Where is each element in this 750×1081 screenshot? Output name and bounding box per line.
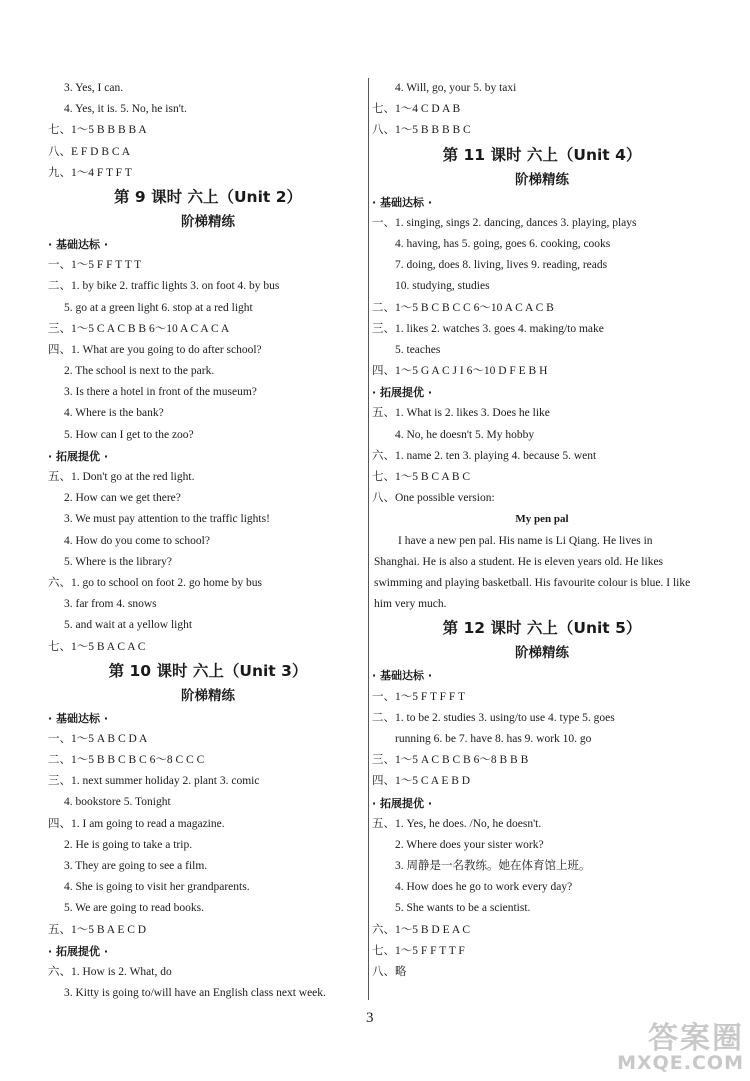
section-extension-label: · 拓展提优 ·	[372, 386, 433, 400]
answer-line: 五、1. Don't go at the red light.	[48, 471, 195, 483]
answer-line: 五、1. What is 2. likes 3. Does he like	[372, 407, 550, 420]
left-column	[48, 78, 368, 1004]
column-divider	[368, 78, 369, 1000]
answer-line: 三、1～5 A C B C B 6～8 B B B	[372, 754, 529, 767]
answer-line: 10. studying, studies	[395, 280, 490, 293]
composition-title: My pen pal	[515, 513, 569, 526]
answer-line: 四、1～5 G A C J I 6～10 D F E B H	[372, 365, 548, 378]
answer-line: 一、1～5 F F T T T	[48, 259, 142, 272]
answer-line: 八、1～5 B B B B C	[372, 124, 471, 137]
watermark-url: MXQE.COM	[617, 1052, 744, 1074]
answer-line: 5. She wants to be a scientist.	[395, 902, 531, 915]
answer-line: 二、1. by bike 2. traffic lights 3. on foot 4. by bus	[48, 280, 280, 293]
answer-line: 六、1～5 B D E A C	[372, 923, 471, 936]
answer-line: 4. having, has 5. going, goes 6. cooking, cooks	[395, 237, 611, 250]
answer-line: 5. We are going to read books.	[64, 902, 205, 915]
answer-line: 5. and wait at a yellow light	[64, 619, 193, 632]
answer-line: 一、1. singing, sings 2. dancing, dances 3. playing, plays	[372, 216, 637, 229]
answer-line: 二、1～5 B B C B C 6～8 C C C	[48, 754, 205, 767]
answer-line: 六、1. How is 2. What, do	[48, 965, 172, 978]
lesson-12-heading: 第 12 课时 六上（Unit 5）	[442, 619, 642, 638]
answer-line: 八、E F D B C A	[48, 145, 131, 158]
answer-line: 5. teaches	[395, 343, 441, 356]
answer-line: 二、1. to be 2. studies 3. using/to use 4. type 5. goes	[372, 711, 615, 724]
answer-line: 一、1～5 F T F F T	[372, 690, 465, 703]
answer-line: 4. Will, go, your 5. by taxi	[395, 82, 517, 94]
lesson-11-heading: 第 11 课时 六上（Unit 4）	[442, 145, 642, 164]
answer-line: 4. Where is the bank?	[64, 407, 164, 420]
answer-line: 4. No, he doesn't 5. My hobby	[395, 428, 535, 441]
answer-line: 7. doing, does 8. living, lives 9. reading, reads	[395, 259, 608, 272]
section-basic-label: · 基础达标 ·	[48, 237, 109, 251]
lesson-9-heading: 第 9 课时 六上（Unit 2）	[114, 187, 302, 206]
answer-line: 4. Yes, it is. 5. No, he isn't.	[64, 103, 187, 116]
answer-line: 七、1～5 F F T T F	[372, 944, 465, 957]
answer-line: 2. Where does your sister work?	[395, 838, 544, 851]
watermark-text: 答案圈	[648, 1021, 744, 1056]
answer-line: 五、1～5 B A E C D	[48, 923, 147, 936]
section-basic-label: · 基础达标 ·	[372, 195, 433, 209]
section-extension-label: · 拓展提优 ·	[48, 449, 109, 463]
answer-line: 2. How can we get there?	[64, 492, 181, 505]
answer-line: 四、1. What are you going to do after school?	[48, 343, 262, 356]
answer-line: 4. bookstore 5. Tonight	[64, 796, 171, 809]
lesson-9-subheading: 阶梯精练	[181, 213, 235, 230]
lesson-12-subheading: 阶梯精练	[515, 645, 569, 662]
answer-line: 3. They are going to see a film.	[64, 860, 208, 872]
lesson-10-subheading: 阶梯精练	[181, 687, 235, 704]
answer-line: 八、One possible version:	[372, 492, 495, 505]
answer-line: 三、1. next summer holiday 2. plant 3. comic	[48, 775, 260, 788]
watermark-logo	[617, 1021, 744, 1074]
answer-line: 二、1～5 B C B C C 6～10 A C A C B	[372, 301, 554, 314]
answer-line: 5. How can I get to the zoo?	[64, 428, 194, 441]
section-extension-label: · 拓展提优 ·	[48, 944, 109, 958]
section-extension-label: · 拓展提优 ·	[372, 796, 433, 810]
answer-line: running 6. be 7. have 8. has 9. work 10. go	[395, 732, 592, 745]
section-basic-label: · 基础达标 ·	[48, 711, 109, 725]
composition-body: I have a new pen pal. His name is Li Qiang. He lives in Shanghai. He is also a student. He is eleven years old. He likes swimming and playing basketball. His favourite colour is blue. I like him very much.	[374, 534, 691, 611]
answer-line: 三、1～5 C A C B B 6～10 A C A C A	[48, 322, 230, 335]
answer-line: 七、1～5 B B B B A	[48, 124, 147, 137]
answer-line: 2. The school is next to the park.	[64, 365, 215, 378]
answer-line: 七、1～5 B A C A C	[48, 640, 146, 653]
answer-line: 3. far from 4. snows	[64, 598, 157, 611]
answer-line: 5. Where is the library?	[64, 555, 173, 568]
answer-line: 2. He is going to take a trip.	[64, 838, 193, 851]
lesson-10-heading: 第 10 课时 六上（Unit 3）	[108, 661, 308, 680]
page-number: 3	[366, 1010, 374, 1026]
answer-line: 六、1. go to school on foot 2. go home by bus	[48, 576, 263, 589]
answer-line: 4. How does he go to work every day?	[395, 881, 573, 894]
answer-line: 四、1. I am going to read a magazine.	[48, 817, 225, 830]
section-basic-label: · 基础达标 ·	[372, 669, 433, 683]
answer-line: 3. 周静是一名教练。她在体育馆上班。	[395, 860, 591, 873]
answer-line: 七、1～5 B C A B C	[372, 471, 471, 483]
answer-line: 3. We must pay attention to the traffic lights!	[64, 513, 270, 526]
lesson-11-subheading: 阶梯精练	[515, 171, 569, 188]
answer-line: 3. Is there a hotel in front of the museum?	[64, 386, 257, 399]
answer-line: 3. Kitty is going to/will have an English class next week.	[64, 987, 326, 1000]
answer-line: 三、1. likes 2. watches 3. goes 4. making/to make	[372, 322, 604, 335]
answer-line: 四、1～5 C A E B D	[372, 775, 471, 788]
answer-line: 五、1. Yes, he does. /No, he doesn't.	[372, 817, 542, 830]
answer-line: 八、略	[372, 966, 407, 978]
right-column	[372, 78, 712, 983]
answer-line: 七、1～4 C D A B	[372, 103, 461, 116]
answer-line: 5. go at a green light 6. stop at a red light	[64, 301, 253, 314]
answer-line: 4. How do you come to school?	[64, 534, 210, 547]
answer-line: 一、1～5 A B C D A	[48, 732, 148, 745]
answer-line: 4. She is going to visit her grandparents.	[64, 881, 250, 894]
answer-line: 3. Yes, I can.	[64, 82, 124, 94]
answer-line: 六、1. name 2. ten 3. playing 4. because 5. went	[372, 449, 597, 462]
answer-line: 九、1～4 F T F T	[48, 166, 132, 179]
